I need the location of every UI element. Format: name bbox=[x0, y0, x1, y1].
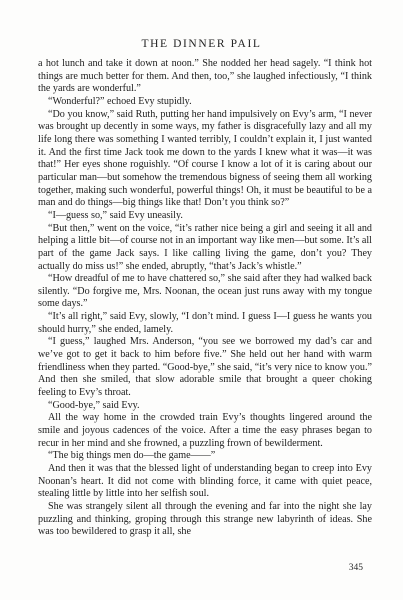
paragraph: “Do you know,” said Ruth, putting her hand impulsively on Evy’s arm, “I never was brought up decently in some ways, my father is disgracefully lazy and all my life long there was something I wanted terribly, I couldn’t explain it, I just wanted it. And the first time Jack took me down to the yards I knew what it was—it was that!” Her eyes shone roguishly. “Of course I know a lot of it is caring about our particular man—but somehow the tremendous bigness of seeing them all working together, making such wonderful, powerful things! Oh, it must be beautiful to be a man and do things—big things like that! Don’t you think so?” bbox=[38, 108, 372, 209]
paragraph: “How dreadful of me to have chattered so,” she said after they had walked back silently. “Do forgive me, Mrs. Noonan, the ocean just runs away with my tongue some days.” bbox=[38, 273, 372, 310]
paragraph: “It’s all right,” said Evy, slowly, “I don’t mind. I guess I—I guess he wants you should hurry,” she ended, lamely. bbox=[38, 311, 372, 335]
page-number: 345 bbox=[348, 563, 363, 573]
paragraph: “The big things men do—the game——” bbox=[48, 450, 216, 462]
paragraph: “But then,” went on the voice, “it’s rather nice being a girl and seeing it all and helping a little bit—of course not in an important way like men—but some. It’s all part of the game Jack says. I like calling living the game, don’t you? They actually do miss us!” she ended, abruptly, “that’s Jack’s whistle.” bbox=[38, 222, 372, 272]
body-text bbox=[38, 58, 372, 539]
paragraph: a hot lunch and take it down at noon.” She nodded her head sagely. “I think hot things are much better for them. And then, too,” she laughed infectiously, “I think the yards are wonderful.” bbox=[38, 58, 372, 95]
paragraph: And then it was that the blessed light of understanding began to creep into Evy Noonan’s heart. It did not come with blinding force, it came with quiet peace, stealing little by little into her selfish soul. bbox=[38, 463, 372, 500]
running-head: THE DINNER PAIL bbox=[141, 38, 262, 50]
paragraph: “Good-bye,” said Evy. bbox=[48, 399, 140, 411]
paragraph: All the way home in the crowded train Evy’s thoughts lingered around the smile and joyous cadences of the voice. After a time the easy phrases began to recur in her mind and she frowned, a puzzling frown of bewilderment. bbox=[38, 412, 372, 449]
paragraph: She was strangely silent all through the evening and far into the night she lay puzzling and thinking, groping through this strange new labyrinth of ideas. She was too bewildered to grasp it all, she bbox=[38, 500, 372, 538]
paragraph: “I guess,” laughed Mrs. Anderson, “you see we borrowed my dad’s car and we’ve got to get it back to him before five.” She held out her hand with warm friendliness when they parted. “Good-bye,” she said, “it’s very nice to know you.” And then she smiled, that slow adorable smile that brought a queer choking feeling to Evy’s throat. bbox=[38, 336, 372, 399]
paragraph: “I—guess so,” said Evy uneasily. bbox=[48, 209, 183, 221]
paragraph: “Wonderful?” echoed Evy stupidly. bbox=[48, 95, 192, 107]
